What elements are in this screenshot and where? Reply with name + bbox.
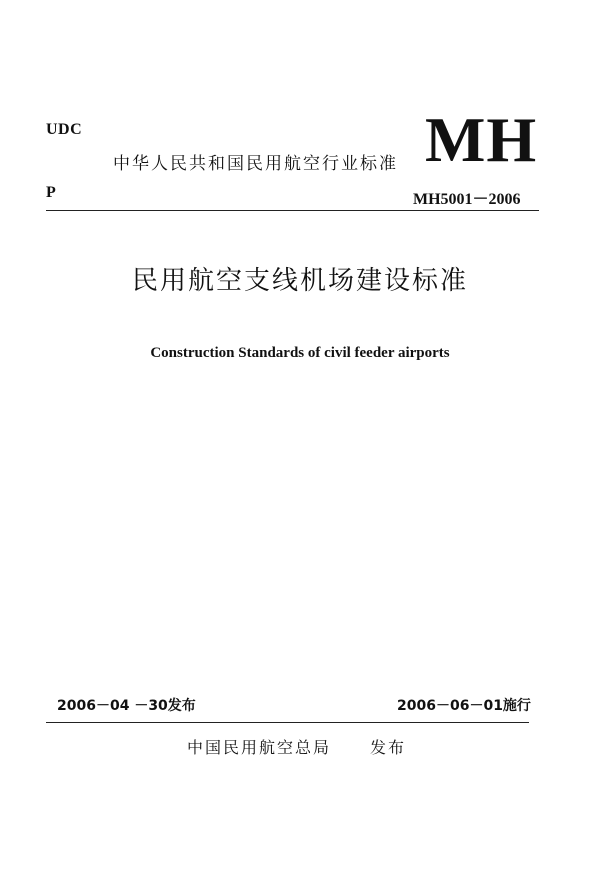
mh-logo: MH [425,104,538,175]
publish-label: 发布 [370,738,407,757]
bottom-divider [46,722,529,723]
document-title-english: Construction Standards of civil feeder airports [150,345,450,361]
standard-category: 中华人民共和国民用航空行业标准 [113,154,398,174]
standard-number: MH5001－2006 [413,191,521,208]
publisher: 中国民用航空总局 [187,738,332,757]
udc-label: UDC [46,121,83,138]
implementation-date: 2006－06－01施行 [397,698,531,714]
top-divider [46,210,539,211]
issue-date: 2006－04 －30发布 [57,698,196,714]
classification-code: P [46,184,56,201]
document-title-chinese: 民用航空支线机场建设标准 [131,266,468,296]
